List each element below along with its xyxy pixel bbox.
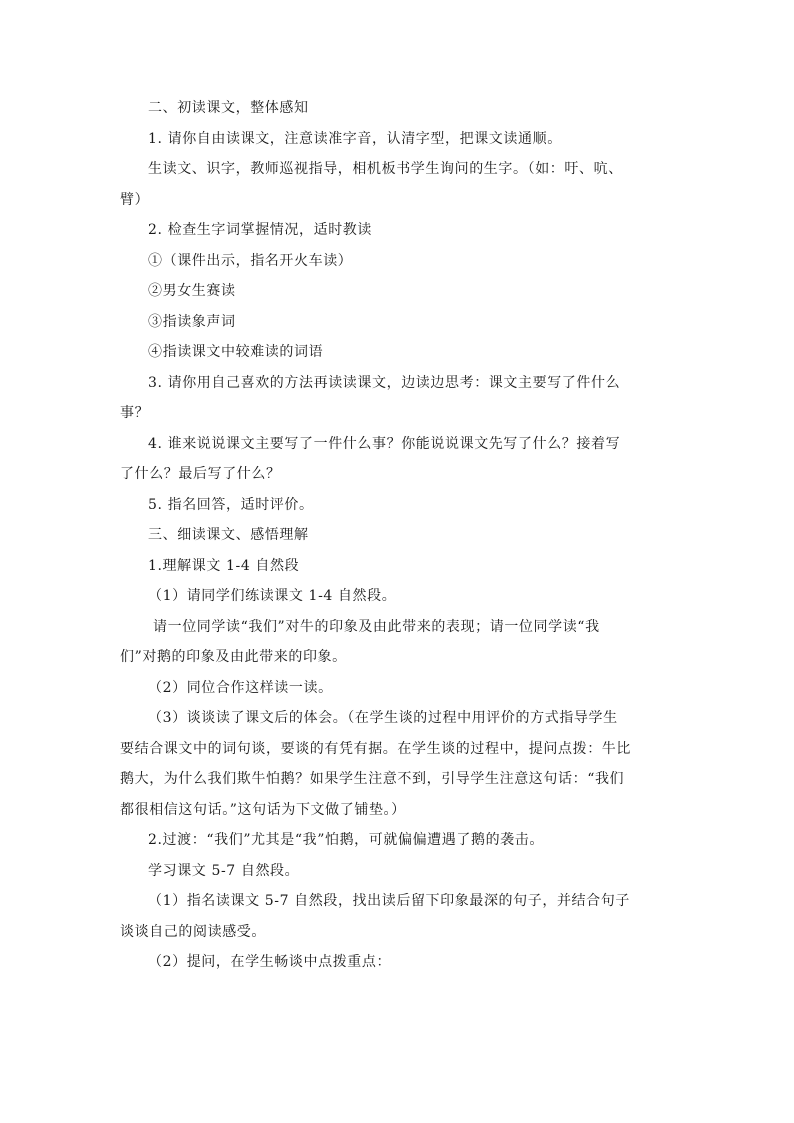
text-line: 2. 检查生字词掌握情况，适时教读 xyxy=(148,222,373,238)
text-line: 1.理解课文 1-4 自然段 xyxy=(148,557,300,574)
text-line: ①（课件出示，指名开火车读） xyxy=(148,252,353,269)
text-line: 臂） xyxy=(120,191,150,208)
text-line: ②男女生赛读 xyxy=(148,283,236,299)
text-line: 鹅大，为什么我们欺牛怕鹅？如果学生注意不到，引导学生注意这句话：“我们 xyxy=(120,771,625,787)
text-line: 都很相信这句话。”这句话为下文做了铺垫。） xyxy=(120,801,406,818)
text-line: 生读文、识字，教师巡视指导，相机板书学生询问的生字。（如：吁、吭、 xyxy=(148,161,623,177)
text-line: ③指读象声词 xyxy=(148,313,236,330)
text-line: 学习课文 5-7 自然段。 xyxy=(148,862,300,879)
text-line: 们”对鹅的印象及由此带来的印象。 xyxy=(120,649,347,665)
text-line: 请一位同学读“我们”对牛的印象及由此带来的表现；请一位同学读“我 xyxy=(153,618,600,635)
text-line: （1）指名读课文 5-7 自然段，找出读后留下印象最深的句子，并结合句子 xyxy=(148,893,630,909)
text-line: 3. 请你用自己喜欢的方法再读读课文，边读边思考：课文主要写了件什么 xyxy=(148,374,621,391)
document-body xyxy=(120,93,683,978)
text-line: 谈谈自己的阅读感受。 xyxy=(120,923,266,940)
text-line: 二、初读课文，整体感知 xyxy=(148,100,309,116)
text-line: 事？ xyxy=(120,405,150,421)
text-line: 4. 谁来说说课文主要写了一件什么事？你能说说课文先写了什么？接着写 xyxy=(148,435,621,452)
text-line: ④指读课文中较难读的词语 xyxy=(148,344,324,360)
text-line: （1）请同学们练读课文 1-4 自然段。 xyxy=(148,588,397,604)
text-line: （2）提问，在学生畅谈中点拨重点： xyxy=(148,954,392,970)
text-line: 5. 指名回答，适时评价。 xyxy=(148,496,314,513)
text-line: 2.过渡：“我们”尤其是“我”怕鹅，可就偏偏遭遇了鹅的袭击。 xyxy=(148,832,544,848)
text-line: 1. 请你自由读课文，注意读准字音，认清字型，把课文读通顺。 xyxy=(148,130,562,147)
text-line: 了什么？最后写了什么？ xyxy=(120,466,281,482)
text-line: （3）谈谈读了课文后的体会。（在学生谈的过程中用评价的方式指导学生 xyxy=(148,710,618,726)
text-line: 三、细读课文、感悟理解 xyxy=(148,527,309,543)
text-line: （2）同位合作这样读一读。 xyxy=(148,679,333,696)
text-line: 要结合课文中的词句谈，要谈的有凭有据。在学生谈的过程中，提问点拨：牛比 xyxy=(120,740,631,757)
